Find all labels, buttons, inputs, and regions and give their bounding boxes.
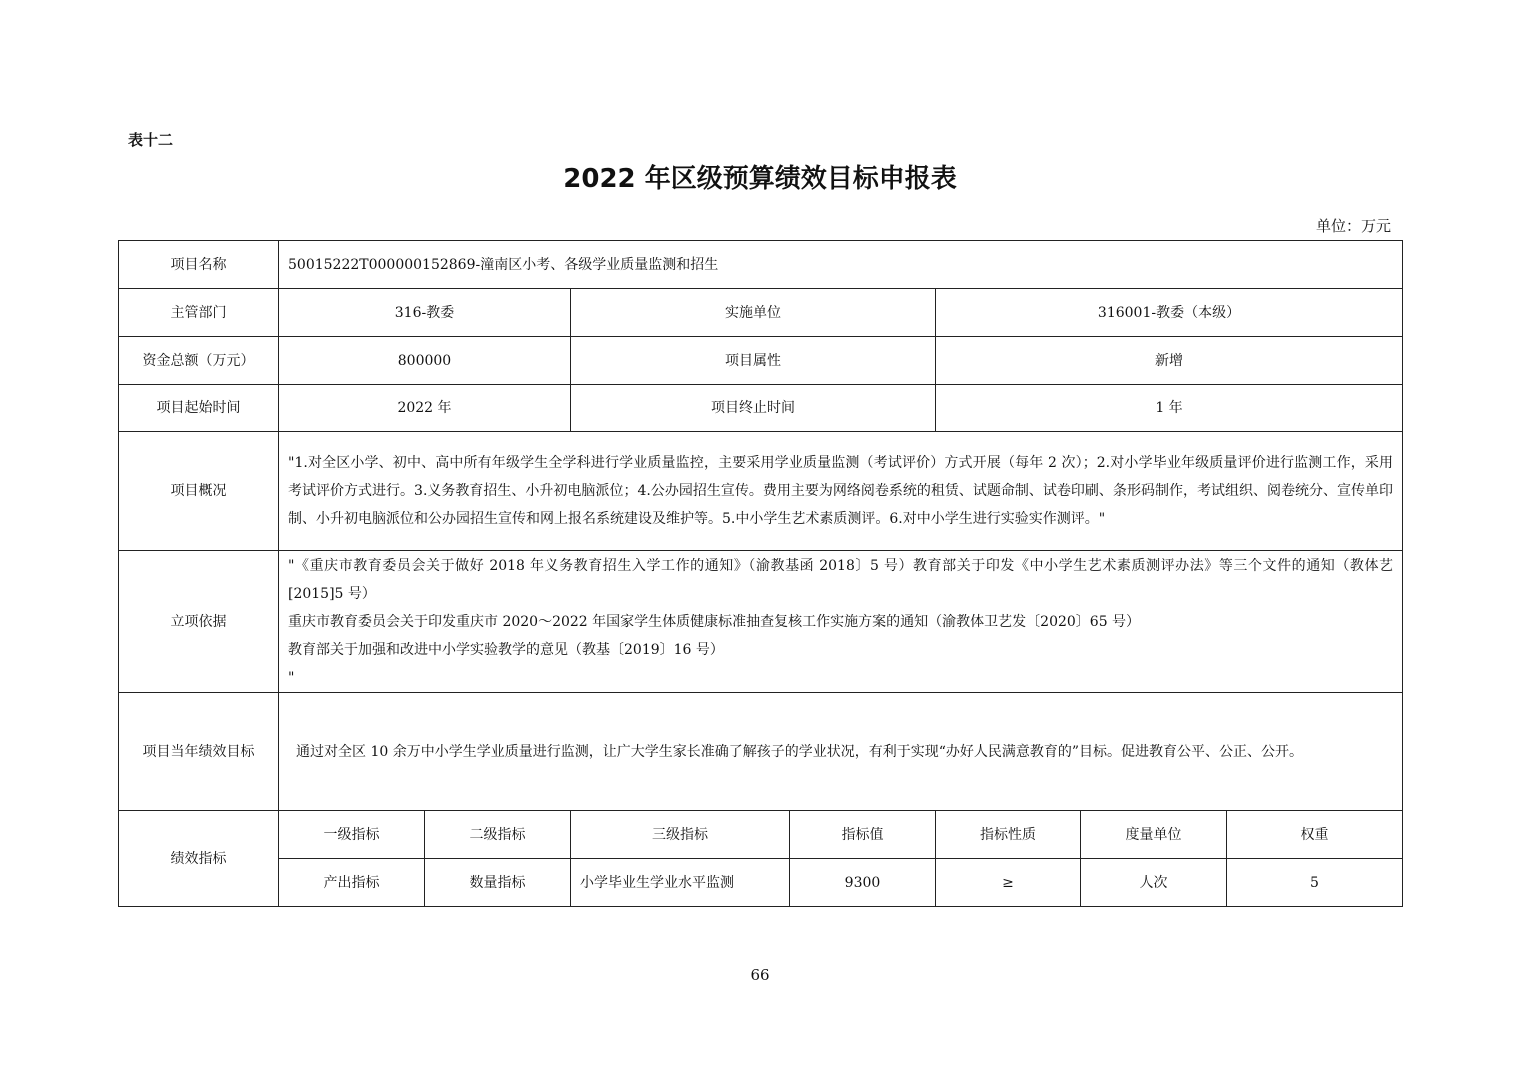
indicator-cell: ≥	[936, 859, 1081, 907]
basis-line: "《重庆市教育委员会关于做好 2018 年义务教育招生入学工作的通知》（渝教基函 2018〕5 号）教育部关于印发《中小学生艺术素质测评办法》等三个文件的通知（教体艺[2015]5 号）	[288, 557, 1394, 602]
row-project-name	[119, 241, 1403, 289]
indicator-cell: 人次	[1081, 859, 1227, 907]
basis-label: 立项依据	[119, 551, 279, 693]
unit-label: 单位：万元	[1315, 217, 1391, 235]
dept-value: 316-教委	[279, 289, 571, 337]
row-goal	[119, 693, 1403, 811]
basis-line: 教育部关于加强和改进中小学实验教学的意见（教基〔2019〕16 号）	[288, 641, 724, 658]
dept-label: 主管部门	[119, 289, 279, 337]
indicator-cell: 9300	[790, 859, 936, 907]
fund-value: 800000	[279, 337, 571, 385]
row-period	[119, 385, 1403, 432]
impl-value: 316001-教委（本级）	[936, 289, 1403, 337]
basis-line: "	[288, 669, 295, 686]
goal-label: 项目当年绩效目标	[119, 693, 279, 811]
table-tag: 表十二	[128, 131, 174, 149]
indicator-row	[119, 859, 1403, 907]
indicator-header: 权重	[1227, 811, 1403, 859]
indicator-cell: 数量指标	[425, 859, 571, 907]
indicator-header: 一级指标	[279, 811, 425, 859]
indicator-header: 度量单位	[1081, 811, 1227, 859]
indicator-cell: 产出指标	[279, 859, 425, 907]
row-department	[119, 289, 1403, 337]
indicator-label: 绩效指标	[119, 811, 279, 907]
overview-text: "1.对全区小学、初中、高中所有年级学生全学科进行学业质量监控，主要采用学业质量监测（考试评价）方式开展（每年 2 次）；2.对小学毕业年级质量评价进行监测工作，采用考试评价方式进行。3.义务教育招生、小升初电脑派位；4.公办园招生宣传。费用主要为网络阅卷系统的租赁、试题命制、试卷印刷、条形码制作，考试组织、阅卷统分、宣传单印制、小升初电脑派位和公办园招生宣传和网上报名系统建设及维护等。5.中小学生艺术素质测评。6.对中小学生进行实验实作测评。"	[279, 432, 1403, 551]
basis-text	[279, 551, 1403, 693]
indicator-cell: 小学毕业生学业水平监测	[571, 859, 790, 907]
basis-line: 重庆市教育委员会关于印发重庆市 2020～2022 年国家学生体质健康标准抽查复核工作实施方案的通知（渝教体卫艺发〔2020〕65 号）	[288, 613, 1141, 630]
start-value: 2022 年	[279, 385, 571, 432]
fund-label: 资金总额（万元）	[119, 337, 279, 385]
end-value: 1 年	[936, 385, 1403, 432]
project-name-label: 项目名称	[119, 241, 279, 289]
indicator-cell: 5	[1227, 859, 1403, 907]
indicator-header: 指标值	[790, 811, 936, 859]
row-fund	[119, 337, 1403, 385]
start-label: 项目起始时间	[119, 385, 279, 432]
row-basis	[119, 551, 1403, 693]
impl-label: 实施单位	[571, 289, 936, 337]
performance-goal-form	[118, 240, 1403, 907]
overview-label: 项目概况	[119, 432, 279, 551]
row-overview	[119, 432, 1403, 551]
page-number: 66	[750, 966, 770, 984]
page-title: 2022 年区级预算绩效目标申报表	[563, 164, 957, 194]
end-label: 项目终止时间	[571, 385, 936, 432]
attr-label: 项目属性	[571, 337, 936, 385]
indicator-header-row	[119, 811, 1403, 859]
indicator-header: 三级指标	[571, 811, 790, 859]
attr-value: 新增	[936, 337, 1403, 385]
indicator-header: 指标性质	[936, 811, 1081, 859]
indicator-header: 二级指标	[425, 811, 571, 859]
goal-text: 通过对全区 10 余万中小学生学业质量进行监测，让广大学生家长准确了解孩子的学业状况，有利于实现“办好人民满意教育的”目标。促进教育公平、公正、公开。	[279, 693, 1403, 811]
project-name-value: 50015222T000000152869-潼南区小考、各级学业质量监测和招生	[279, 241, 1403, 289]
